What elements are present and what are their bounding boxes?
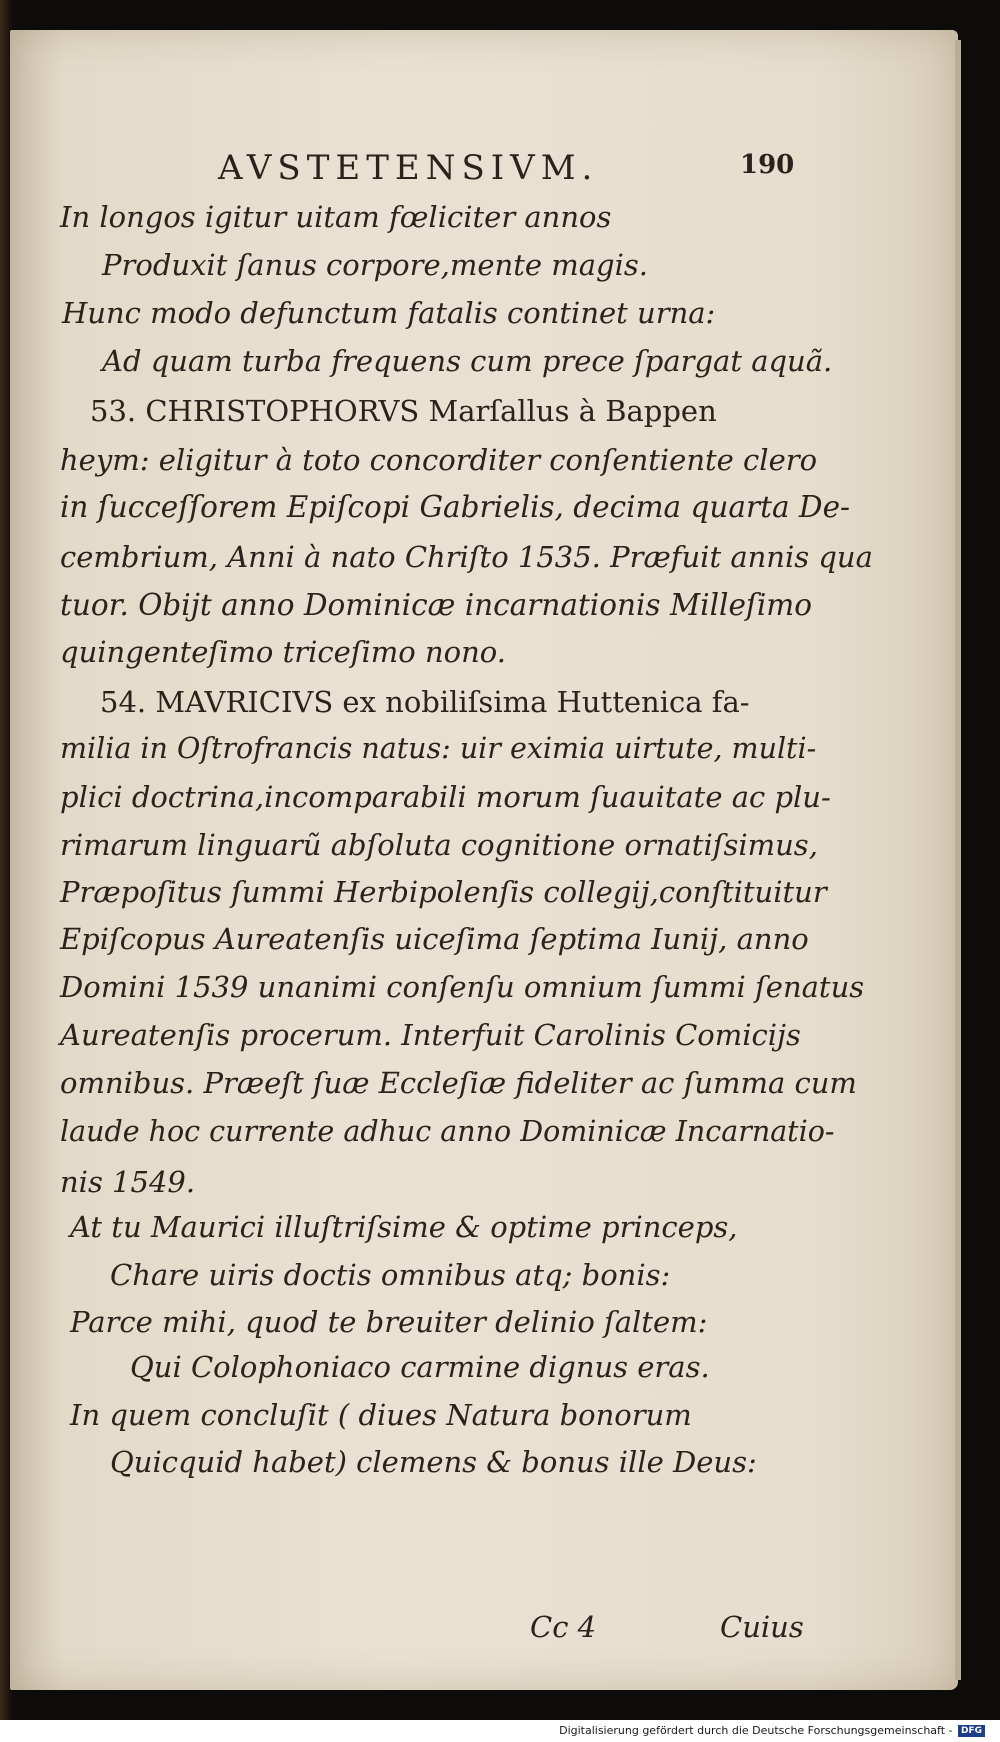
text-line: nis 1549. bbox=[60, 1165, 196, 1199]
text-line: quingenteſimo triceſimo nono. bbox=[60, 635, 506, 669]
page-footer bbox=[60, 1610, 820, 1650]
text-line: tuor. Obijt anno Dominicæ incarnationis Milleſimo bbox=[60, 588, 813, 622]
text-line: 54. MAVRICIVS ex nobiliſsima Huttenica fa- bbox=[100, 685, 750, 719]
text-line: milia in Oſtrofrancis natus: uir eximia uirtute, multi- bbox=[60, 732, 817, 765]
folio-number: 190 bbox=[740, 150, 795, 180]
text-line: At tu Maurici illuſtriſsime & optime princeps, bbox=[70, 1210, 738, 1244]
text-line: rimarum linguarũ abſoluta cognitione ornatiſsimus, bbox=[60, 828, 818, 862]
text-line: Aureatenſis procerum. Interfuit Carolinis Comicijs bbox=[60, 1018, 801, 1052]
text-line: In longos igitur uitam fœliciter annos bbox=[60, 200, 612, 234]
credit-text: Digitalisierung gefördert durch die Deutsche Forschungsgemeinschaft - bbox=[559, 1724, 953, 1737]
text-line: 53. CHRISTOPHORVS Marſallus à Bappen bbox=[90, 394, 717, 428]
page-edge bbox=[955, 40, 961, 1680]
text-line: In quem concluſit ( diues Natura bonorum bbox=[70, 1398, 692, 1432]
text-line: in ſucceſſorem Epiſcopi Gabrielis, decima quarta De- bbox=[60, 490, 850, 524]
book-page bbox=[10, 30, 958, 1690]
text-line: Chare uiris doctis omnibus atq; bonis: bbox=[110, 1258, 671, 1292]
text-line: cembrium, Anni à nato Chriſto 1535. Præfuit annis qua bbox=[60, 540, 873, 574]
catchword: Cuius bbox=[720, 1610, 804, 1644]
running-title: AVSTETENSIVM. bbox=[218, 148, 599, 188]
digitization-credit bbox=[0, 1720, 985, 1742]
text-line: Parce mihi, quod te breuiter delinio ſaltem: bbox=[70, 1305, 708, 1339]
text-line: omnibus. Præeſt ſuæ Eccleſiæ fideliter ac ſumma cum bbox=[60, 1066, 857, 1100]
text-line: Produxit ſanus corpore,mente magis. bbox=[102, 248, 648, 282]
text-line: Præpoſitus ſummi Herbipolenſis collegij,conſtituitur bbox=[60, 875, 827, 909]
text-line: laude hoc currente adhuc anno Dominicæ Incarnatio- bbox=[60, 1115, 835, 1148]
text-line: heym: eligitur à toto concorditer conſentiente clero bbox=[60, 443, 818, 477]
text-line: Epiſcopus Aureatenſis uiceſima ſeptima Iunij, anno bbox=[60, 922, 809, 956]
signature-mark: Cc 4 bbox=[530, 1610, 597, 1644]
text-line: Ad quam turba frequens cum prece ſpargat aquã. bbox=[102, 344, 833, 378]
page-header bbox=[200, 148, 800, 198]
dfg-logo-icon: DFG bbox=[958, 1725, 985, 1737]
text-line: Quicquid habet) clemens & bonus ille Deus: bbox=[110, 1445, 757, 1479]
text-line: Qui Colophoniaco carmine dignus eras. bbox=[130, 1350, 710, 1384]
text-line: plici doctrina,incomparabili morum ſuauitate ac plu- bbox=[60, 780, 831, 814]
text-line: Hunc modo defunctum fatalis continet urna: bbox=[62, 296, 716, 330]
text-line: Domini 1539 unanimi conſenſu omnium ſummi ſenatus bbox=[60, 970, 865, 1004]
